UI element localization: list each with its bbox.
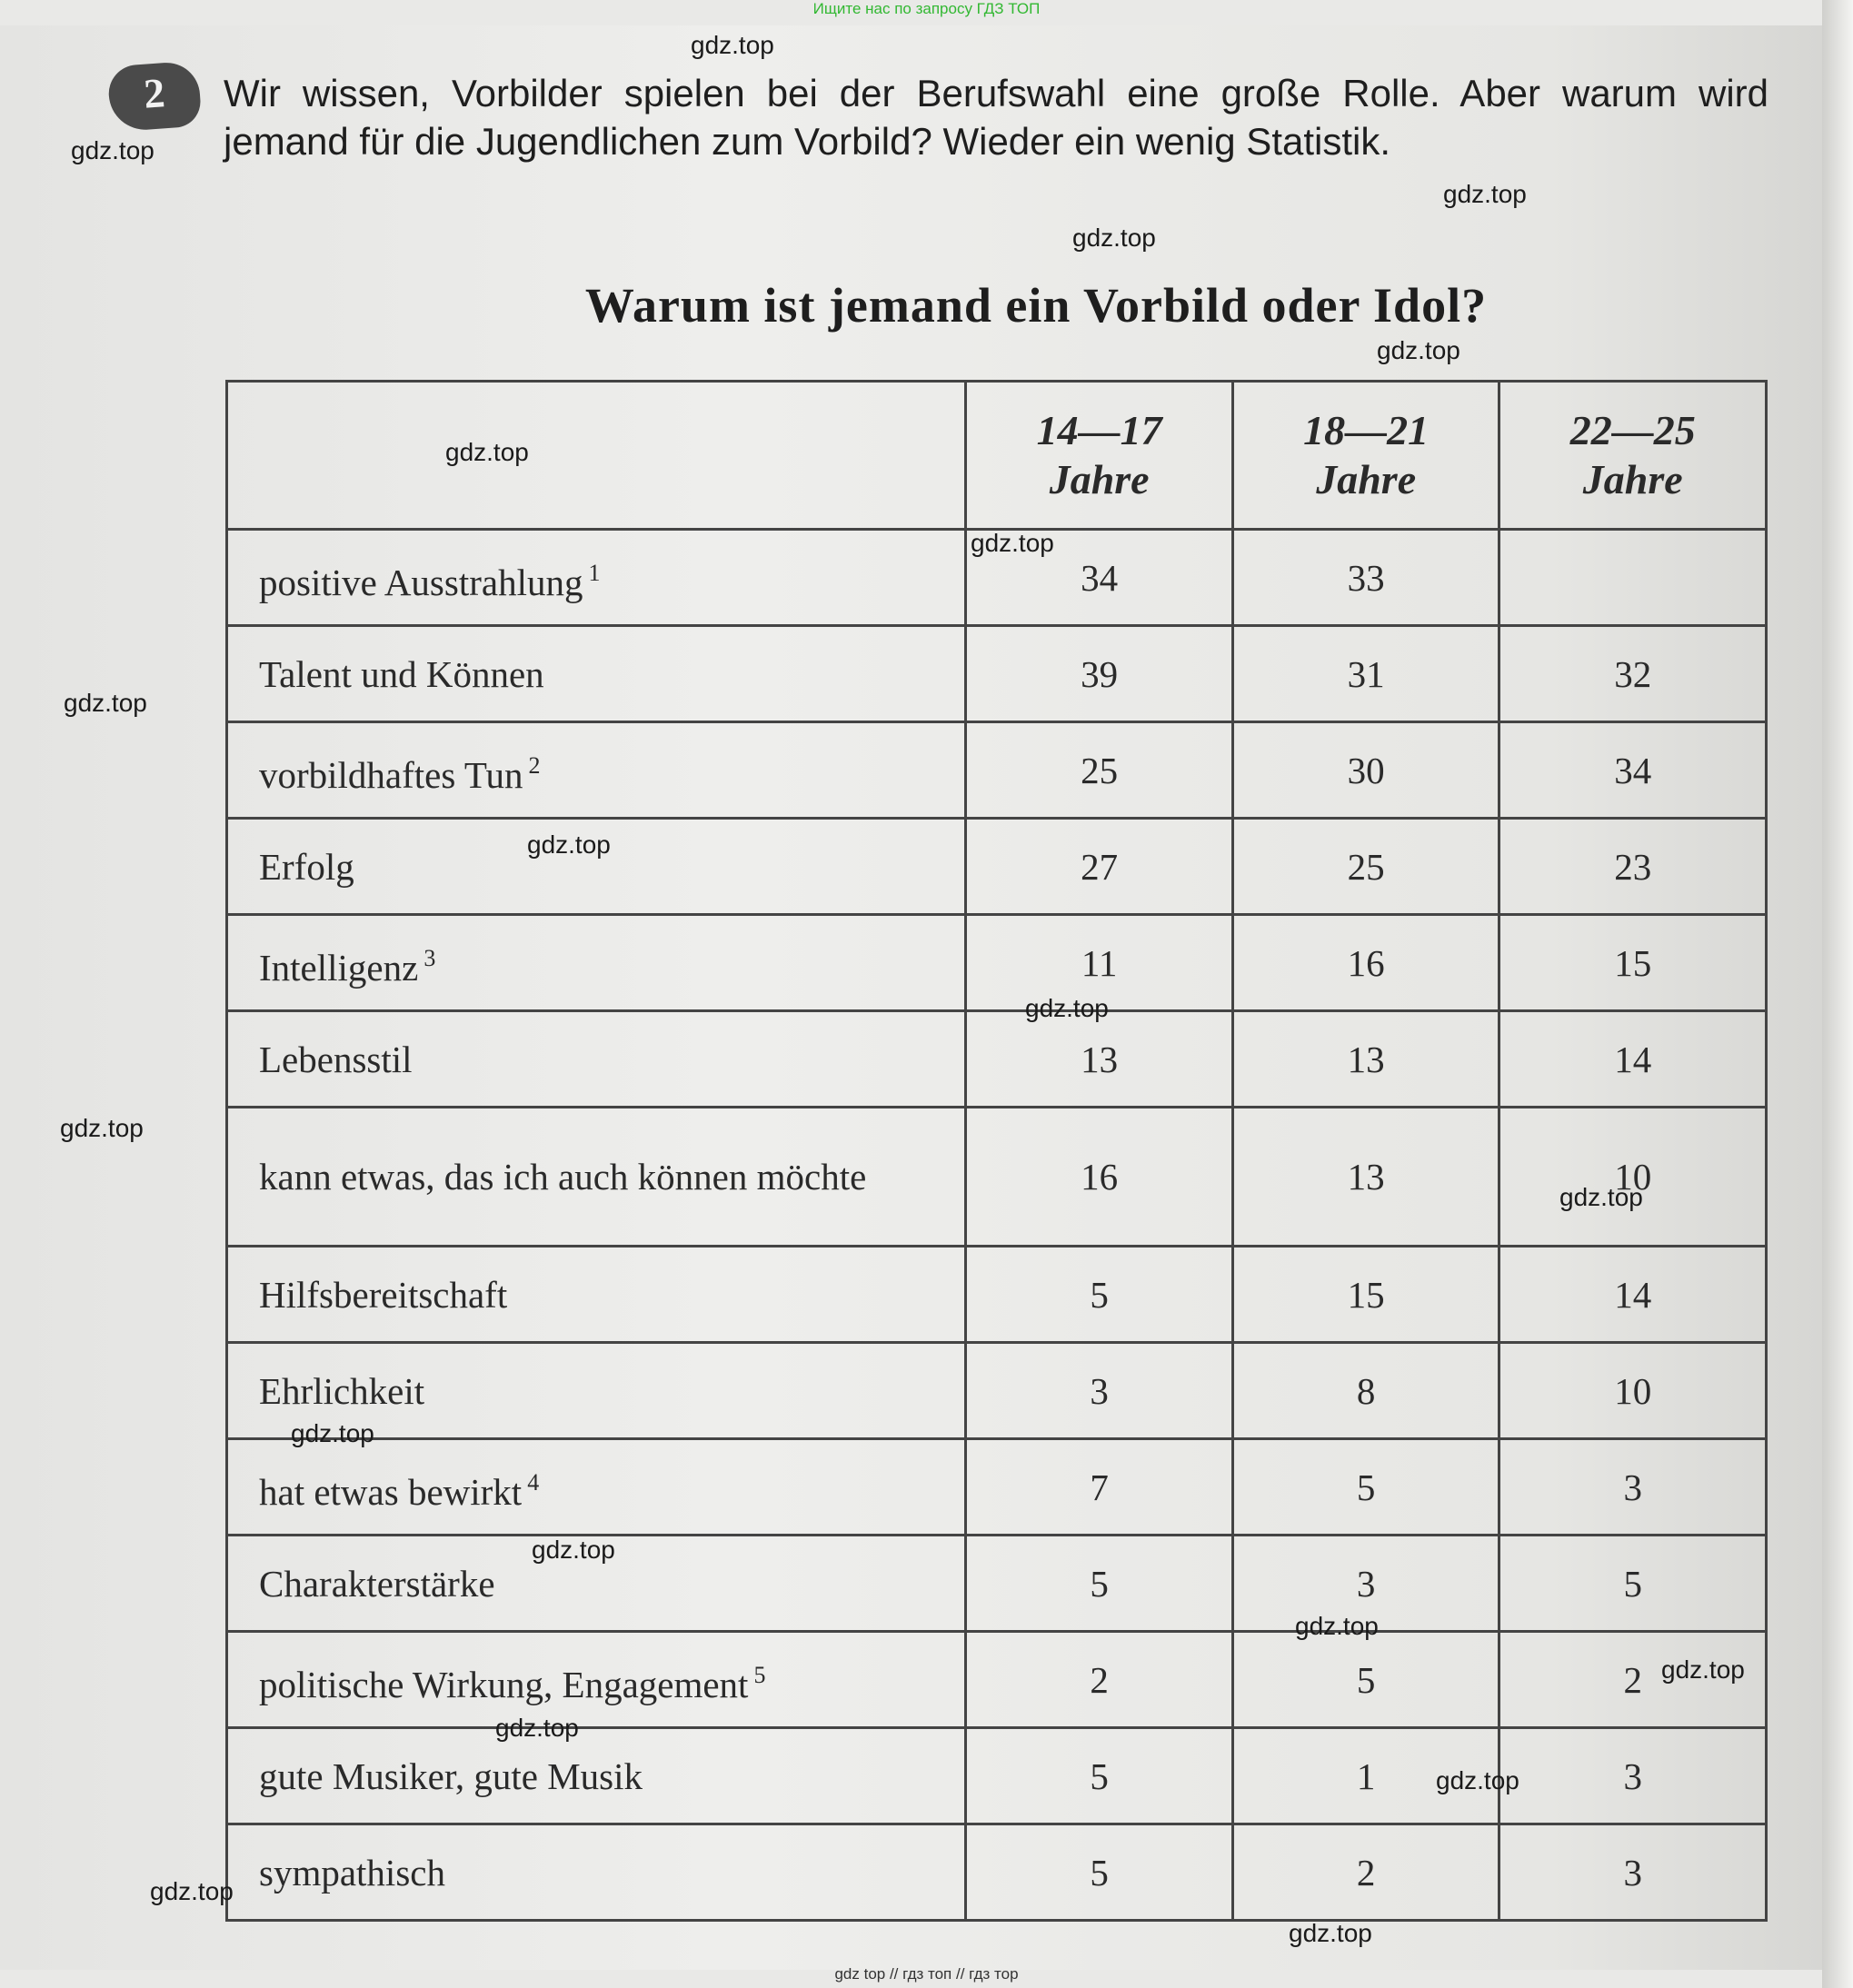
footnote-mark: 1 xyxy=(588,559,601,586)
row-label-text: positive Ausstrahlung xyxy=(259,561,583,603)
watermark: gdz.top xyxy=(1289,1919,1372,1947)
watermark: gdz.top xyxy=(1443,180,1527,208)
table-row xyxy=(227,915,1767,1011)
row-label xyxy=(227,915,966,1011)
value-cell: 2 xyxy=(1499,1632,1767,1728)
watermark: gdz.top xyxy=(1072,224,1156,252)
row-label-text: politische Wirkung, Engagement xyxy=(259,1663,749,1705)
value-cell: 5 xyxy=(1232,1632,1499,1728)
table-row xyxy=(227,1824,1767,1921)
search-hint: Ищите нас по запросу ГДЗ ТОП xyxy=(812,0,1041,17)
value-cell: 3 xyxy=(966,1343,1233,1439)
watermark: gdz.top xyxy=(1436,1766,1519,1794)
value-cell: 10 xyxy=(1499,1108,1767,1247)
table-row xyxy=(227,626,1767,722)
row-label-text: Talent und Können xyxy=(259,652,544,695)
watermark: gdz.top xyxy=(150,1877,234,1905)
row-label xyxy=(227,1632,966,1728)
value-cell: 5 xyxy=(1232,1439,1499,1536)
value-cell: 33 xyxy=(1232,530,1499,626)
table-row xyxy=(227,819,1767,915)
header-age-18-21 xyxy=(1232,382,1499,530)
watermark: gdz.top xyxy=(445,438,529,466)
table-row xyxy=(227,1343,1767,1439)
role-model-table xyxy=(225,380,1768,1922)
exercise-number: 2 xyxy=(142,69,167,117)
watermark: gdz.top xyxy=(291,1419,374,1447)
value-cell: 1 xyxy=(1232,1728,1499,1824)
row-label-text: Charakterstärke xyxy=(259,1562,495,1605)
exercise-intro-text: Wir wissen, Vorbilder spielen bei der Berufswahl eine große Rolle. Aber warum wird jemand für die Jugendlichen zum Vorbild? Wieder ein wenig Statistik. xyxy=(224,72,1768,163)
value-cell: 27 xyxy=(966,819,1233,915)
value-cell: 34 xyxy=(966,530,1233,626)
value-cell: 5 xyxy=(966,1247,1233,1343)
row-label-text: Intelligenz xyxy=(259,946,419,989)
table-row xyxy=(227,1011,1767,1108)
header-unit: Jahre xyxy=(1316,456,1417,502)
value-cell: 25 xyxy=(966,722,1233,819)
row-label-text: Ehrlichkeit xyxy=(259,1369,425,1412)
value-cell: 13 xyxy=(1232,1011,1499,1108)
watermark: gdz.top xyxy=(527,830,611,859)
value-cell: 13 xyxy=(1232,1108,1499,1247)
header-range: 22—25 xyxy=(1569,407,1696,453)
header-empty-cell xyxy=(227,382,966,530)
watermark: gdz.top xyxy=(1025,994,1109,1022)
header-range: 14—17 xyxy=(1036,407,1162,453)
value-cell: 11 xyxy=(966,915,1233,1011)
table-row xyxy=(227,1632,1767,1728)
table-row xyxy=(227,1536,1767,1632)
value-cell: 15 xyxy=(1499,915,1767,1011)
row-label-text: Erfolg xyxy=(259,845,354,888)
value-cell: 30 xyxy=(1232,722,1499,819)
row-label xyxy=(227,1108,966,1247)
value-cell: 5 xyxy=(966,1536,1233,1632)
value-cell: 15 xyxy=(1232,1247,1499,1343)
value-cell: 14 xyxy=(1499,1011,1767,1108)
header-unit: Jahre xyxy=(1049,456,1150,502)
watermark: gdz.top xyxy=(60,1114,144,1142)
value-cell: 3 xyxy=(1499,1728,1767,1824)
value-cell: 2 xyxy=(1232,1824,1499,1921)
watermark: gdz.top xyxy=(1661,1655,1745,1684)
value-cell: 34 xyxy=(1499,722,1767,819)
watermark: gdz.top xyxy=(532,1536,615,1564)
footnote-mark: 2 xyxy=(528,751,541,779)
table-row xyxy=(227,1247,1767,1343)
row-label-text: sympathisch xyxy=(259,1851,445,1894)
value-cell: 3 xyxy=(1499,1439,1767,1536)
header-range: 18—21 xyxy=(1303,407,1430,453)
value-cell: 39 xyxy=(966,626,1233,722)
watermark: gdz.top xyxy=(1295,1612,1379,1640)
row-label-text: hat etwas bewirkt xyxy=(259,1470,523,1513)
value-cell: 32 xyxy=(1499,626,1767,722)
value-cell xyxy=(1499,530,1767,626)
value-cell: 5 xyxy=(966,1824,1233,1921)
page-edge xyxy=(1822,0,1853,1988)
row-label xyxy=(227,722,966,819)
table-row xyxy=(227,1108,1767,1247)
table-row xyxy=(227,1439,1767,1536)
watermark: gdz.top xyxy=(71,136,154,164)
value-cell: 7 xyxy=(966,1439,1233,1536)
value-cell: 16 xyxy=(966,1108,1233,1247)
row-label xyxy=(227,626,966,722)
table-title: Warum ist jemand ein Vorbild oder Idol? xyxy=(584,278,1488,333)
row-label xyxy=(227,530,966,626)
row-label xyxy=(227,1011,966,1108)
row-label-text: Hilfsbereitschaft xyxy=(259,1273,508,1316)
table-row xyxy=(227,722,1767,819)
row-label xyxy=(227,1439,966,1536)
footnote-mark: 3 xyxy=(423,944,436,971)
value-cell: 16 xyxy=(1232,915,1499,1011)
value-cell: 3 xyxy=(1232,1536,1499,1632)
row-label-text: kann etwas, das ich auch können möchte xyxy=(259,1156,867,1198)
row-label-text: vorbildhaftes Tun xyxy=(259,753,523,796)
watermark: gdz.top xyxy=(1377,336,1460,364)
row-label-text: gute Musiker, gute Musik xyxy=(259,1754,643,1797)
table-row xyxy=(227,1728,1767,1824)
footer-note: gdz top // гдз топ // гдз тор xyxy=(834,1965,1019,1983)
value-cell: 3 xyxy=(1499,1824,1767,1921)
row-label-text: Lebensstil xyxy=(259,1038,413,1080)
watermark: gdz.top xyxy=(1559,1183,1643,1211)
value-cell: 13 xyxy=(966,1011,1233,1108)
value-cell: 8 xyxy=(1232,1343,1499,1439)
footnote-mark: 4 xyxy=(527,1468,540,1496)
value-cell: 5 xyxy=(966,1728,1233,1824)
row-label xyxy=(227,1824,966,1921)
value-cell: 5 xyxy=(1499,1536,1767,1632)
row-label xyxy=(227,1728,966,1824)
value-cell: 25 xyxy=(1232,819,1499,915)
header-age-14-17 xyxy=(966,382,1233,530)
value-cell: 14 xyxy=(1499,1247,1767,1343)
watermark: gdz.top xyxy=(971,529,1054,557)
value-cell: 10 xyxy=(1499,1343,1767,1439)
watermark: gdz.top xyxy=(495,1714,579,1742)
row-label xyxy=(227,1247,966,1343)
footnote-mark: 5 xyxy=(753,1661,766,1688)
watermark: gdz.top xyxy=(691,31,774,59)
header-age-22-25 xyxy=(1499,382,1767,530)
header-unit: Jahre xyxy=(1582,456,1683,502)
value-cell: 31 xyxy=(1232,626,1499,722)
value-cell: 23 xyxy=(1499,819,1767,915)
value-cell: 2 xyxy=(966,1632,1233,1728)
watermark: gdz.top xyxy=(64,689,147,717)
